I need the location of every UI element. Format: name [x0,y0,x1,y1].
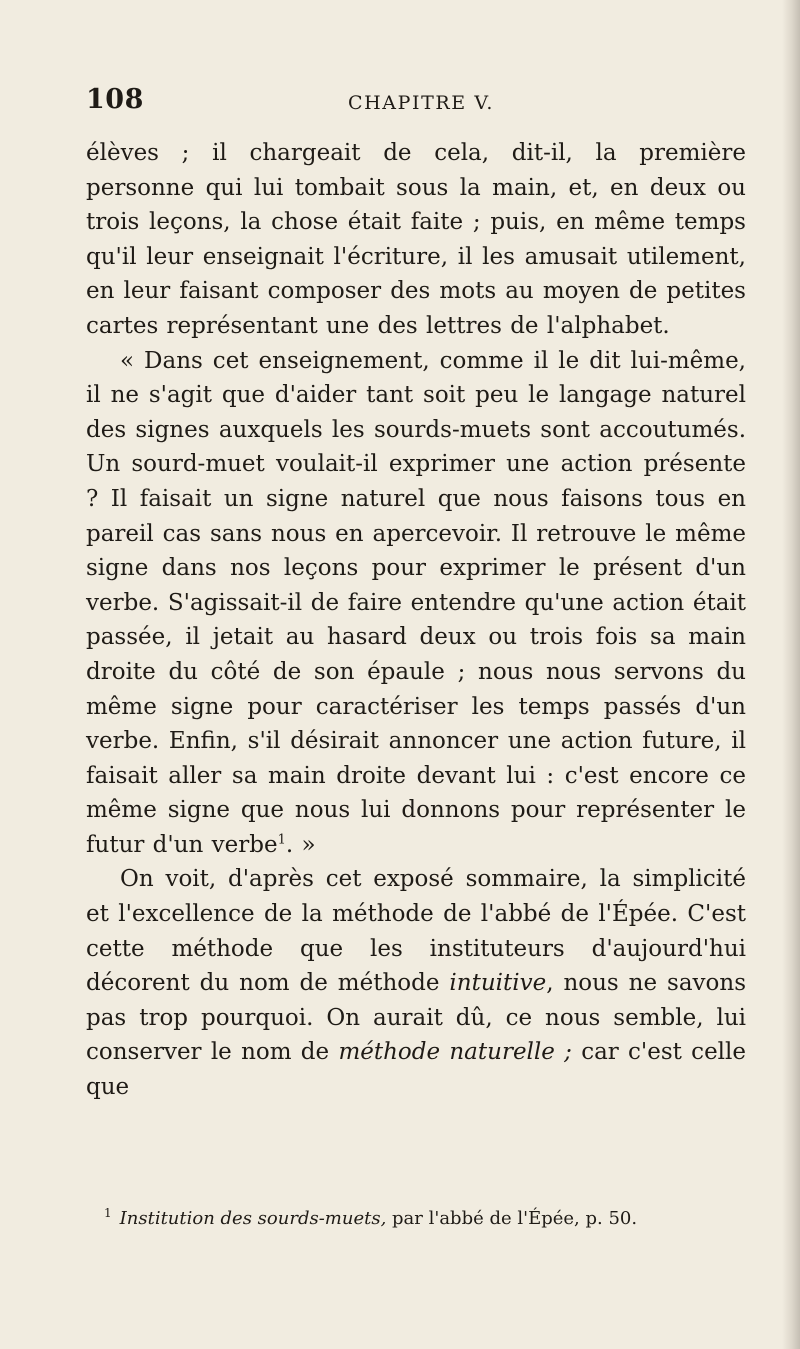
footnote [104,1206,744,1232]
paragraph-3 [86,862,746,1104]
paragraph-1: élèves ; il chargeait de cela, dit-il, la première personne qui lui tombait sous la main, et, en deux ou trois leçons, la chose était faite ; puis, en même temps qu'il leur enseignait l'écriture, il les amusait utilement, en leur faisant composer des mots au moyen de petites cartes représentant une des lettres de l'alphabet. [86,140,746,339]
running-head: CHAPITRE V. [348,92,495,114]
footnote-reference: 1 [277,832,286,848]
footnote-title: Institution des sourds-muets, [119,1208,387,1229]
paragraph-3-part-b: , nous ne savons pas trop pourquoi. On aurait dû, ce nous semble, lui conserver le nom de [86,970,746,1066]
paragraph-2 [86,344,746,863]
paragraph-2-text: « Dans cet enseignement, comme il le dit lui-même, il ne s'agit que d'aider tant soit peu le langage naturel des signes auxquels les sourds-muets sont accoutumés. Un sourd-muet voulait-il exprimer une action présente ? Il faisait un signe naturel que nous faisons tous en pareil cas sans nous en apercevoir. Il retrouve le même signe dans nos leçons pour exprimer le présent d'un verbe. S'agissait-il de faire entendre qu'une action était passée, il jetait au hasard deux ou trois fois sa main droite du côté de son épaule ; nous nous servons du même signe pour caractériser les temps passés d'un verbe. Enfin, s'il désirait annoncer une action future, il faisait aller sa main droite devant lui : c'est encore ce même signe que nous lui donnons pour représenter le futur d'un verbe [86,347,746,858]
paragraph-2-end: . » [285,831,316,858]
footnote-rest: par l'abbé de l'Épée, p. 50. [392,1208,638,1229]
page-edge-shadow [782,0,800,1349]
page-header [86,82,746,122]
footnote-mark: 1 [104,1206,112,1220]
paragraph-3-part-c: car c'est celle que [86,1039,747,1101]
paragraph-3-part-a: On voit, d'après cet exposé sommaire, la simplicité et l'excellence de la méthode de l'abbé de l'Épée. C'est cette méthode que les instituteurs d'aujourd'hui décorent du nom de méthode [86,866,746,997]
italic-term-intuitive: intuitive [449,970,547,997]
body-text [86,136,746,1105]
italic-term-methode-naturelle: méthode naturelle ; [338,1039,572,1066]
page-number: 108 [86,84,144,115]
